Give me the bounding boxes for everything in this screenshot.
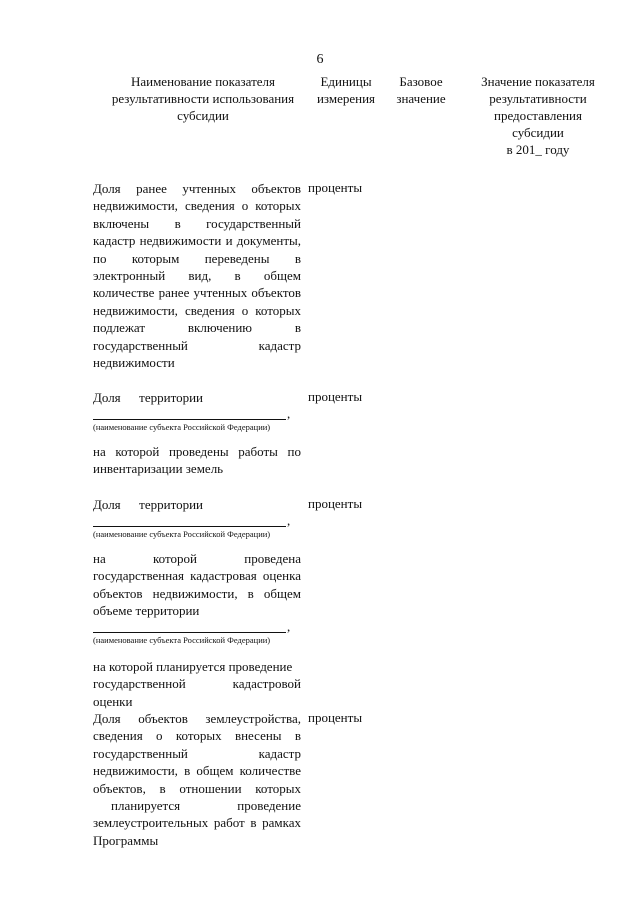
text-line: объектов, в отношении которых: [93, 780, 301, 796]
text-line: сведения о которых внесены в: [93, 728, 301, 744]
text-line: включены в государственный: [93, 215, 301, 231]
text-line: по которым переведены в: [93, 250, 301, 266]
text-line: объеме территории: [93, 603, 200, 619]
text-line: недвижимости, сведения о которых: [93, 198, 301, 214]
indicator-text: [93, 710, 301, 849]
header-base-value: [388, 73, 454, 107]
text-line: государственный кадастр: [93, 337, 301, 353]
blank-comma: ,: [287, 619, 291, 634]
text-line: подлежат включению в: [93, 320, 301, 336]
unit-label: проценты: [308, 710, 363, 725]
page-number: 6: [316, 52, 324, 67]
indicator-text: [93, 443, 301, 478]
text-line: недвижимости: [93, 355, 175, 371]
text-line: на которой проведена: [93, 551, 301, 566]
unit-label: проценты: [308, 496, 363, 511]
blank-fill-line: [93, 526, 286, 527]
header-line: субсидии: [177, 108, 229, 123]
indicator-intro: Доля территории: [93, 497, 203, 512]
header-line: измерения: [316, 91, 376, 106]
text-line: на которой планируется проведение: [93, 659, 293, 674]
header-indicator-name: [92, 73, 314, 124]
header-line: Наименование показателя: [130, 74, 276, 89]
text-line: государственный кадастр: [93, 745, 301, 761]
blank-fill-line: [93, 419, 286, 420]
blank-comma: ,: [287, 406, 291, 421]
text-line: кадастр недвижимости и документы,: [93, 233, 301, 249]
text-line: недвижимости, в общем количестве: [93, 763, 301, 779]
header-line: в 201_ году: [506, 142, 570, 157]
indicator-intro: Доля территории: [93, 390, 203, 405]
header-line: субсидии: [512, 125, 564, 140]
header-line: результативности: [489, 91, 587, 106]
text-line: Программы: [93, 832, 159, 848]
header-target-value: [468, 73, 608, 158]
text-line: недвижимости, сведения о которых: [93, 302, 301, 318]
blank-comma: ,: [287, 513, 291, 528]
blank-caption: (наименование субъекта Российской Федерации): [93, 422, 271, 432]
text-line: государственная кадастровая оценка: [93, 568, 301, 584]
text-line: оценки: [93, 693, 133, 709]
header-units: [308, 73, 384, 107]
text-line: объектов недвижимости, в общем: [93, 585, 301, 601]
blank-caption: (наименование субъекта Российской Федерации): [93, 529, 271, 539]
header-line: Единицы: [320, 74, 372, 89]
text-line: Доля объектов землеустройства,: [93, 711, 301, 726]
text-line: количестве ранее учтенных объектов: [93, 285, 301, 301]
unit-label: проценты: [308, 389, 363, 404]
unit-label: проценты: [308, 180, 363, 195]
text-line: инвентаризации земель: [93, 461, 224, 477]
indicator-text: [93, 550, 301, 620]
text-line: электронный вид, в общем: [93, 268, 301, 284]
header-line: Значение показателя: [481, 74, 595, 89]
header-line: значение: [396, 91, 446, 106]
indicator-text: [93, 658, 301, 710]
blank-fill-line: [93, 632, 286, 633]
header-line: Базовое: [399, 74, 443, 89]
blank-caption: (наименование субъекта Российской Федерации): [93, 635, 271, 645]
text-line: землеустроительных работ в рамках: [93, 815, 301, 831]
text-line: на которой проведены работы по: [93, 444, 301, 459]
header-line: результативности использования: [111, 91, 295, 106]
text-line: государственной кадастровой: [93, 676, 301, 692]
text-line: Доля ранее учтенных объектов: [93, 181, 301, 196]
text-line: планируется проведение: [111, 798, 301, 814]
header-line: предоставления: [494, 108, 582, 123]
indicator-text: [93, 180, 301, 371]
